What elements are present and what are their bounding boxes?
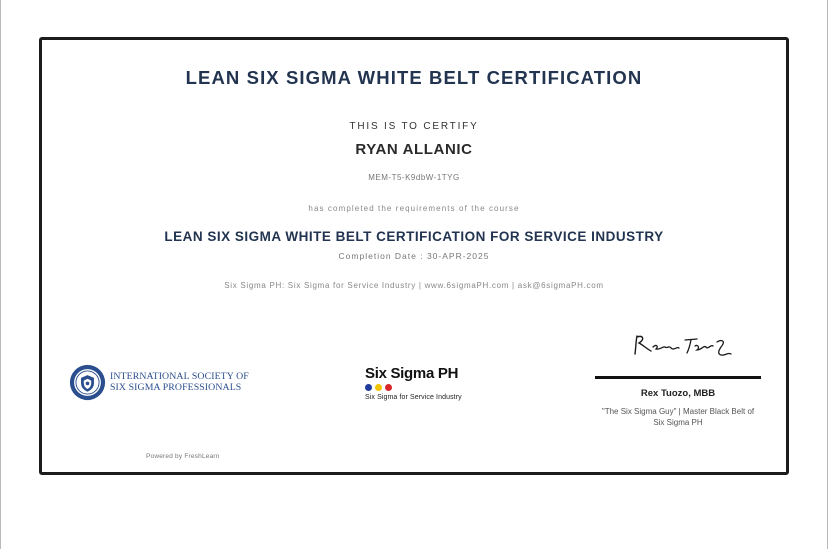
isssp-name <box>110 371 249 393</box>
certificate-title: LEAN SIX SIGMA WHITE BELT CERTIFICATION <box>185 67 643 88</box>
brand-tagline: Six Sigma for Service Industry <box>365 394 462 401</box>
signatory-title <box>588 406 768 428</box>
completed-text: has completed the requirements of the course <box>308 204 520 213</box>
signature-line <box>595 376 761 379</box>
member-id: MEM-T5-K9dbW-1TYG <box>368 173 460 182</box>
brand-dot-red <box>385 384 392 391</box>
brand-name: Six Sigma PH <box>365 365 459 382</box>
isssp-name-line2: SIX SIGMA PROFESSIONALS <box>110 382 242 393</box>
signatory-title-line1: "The Six Sigma Guy" | Master Black Belt of <box>601 407 755 416</box>
page-edge-left <box>0 0 1 549</box>
brand-dots <box>365 384 485 391</box>
signatory-name: Rex Tuozo, MBB <box>640 388 716 399</box>
issuer-contact-line: Six Sigma PH: Six Sigma for Service Industry | www.6sigmaPH.com | ask@6sigmaPH.com <box>224 281 604 290</box>
powered-by-text: Powered by FreshLearn <box>146 453 220 460</box>
certificate-frame <box>39 37 789 475</box>
completion-date: Completion Date : 30-APR-2025 <box>338 251 490 261</box>
isssp-logo <box>69 362 249 402</box>
seal-icon <box>69 364 106 401</box>
brand-dot-blue <box>365 384 372 391</box>
isssp-name-line1: INTERNATIONAL SOCIETY OF <box>110 371 249 382</box>
course-title: LEAN SIX SIGMA WHITE BELT CERTIFICATION FOR SERVICE INDUSTRY <box>164 229 664 244</box>
recipient-name: RYAN ALLANIC <box>355 141 473 158</box>
signature-image <box>627 332 742 358</box>
certify-text: THIS IS TO CERTIFY <box>349 121 479 132</box>
signatory-title-line2: Six Sigma PH <box>653 418 703 427</box>
six-sigma-ph-logo <box>365 365 485 401</box>
brand-dot-yellow <box>375 384 382 391</box>
